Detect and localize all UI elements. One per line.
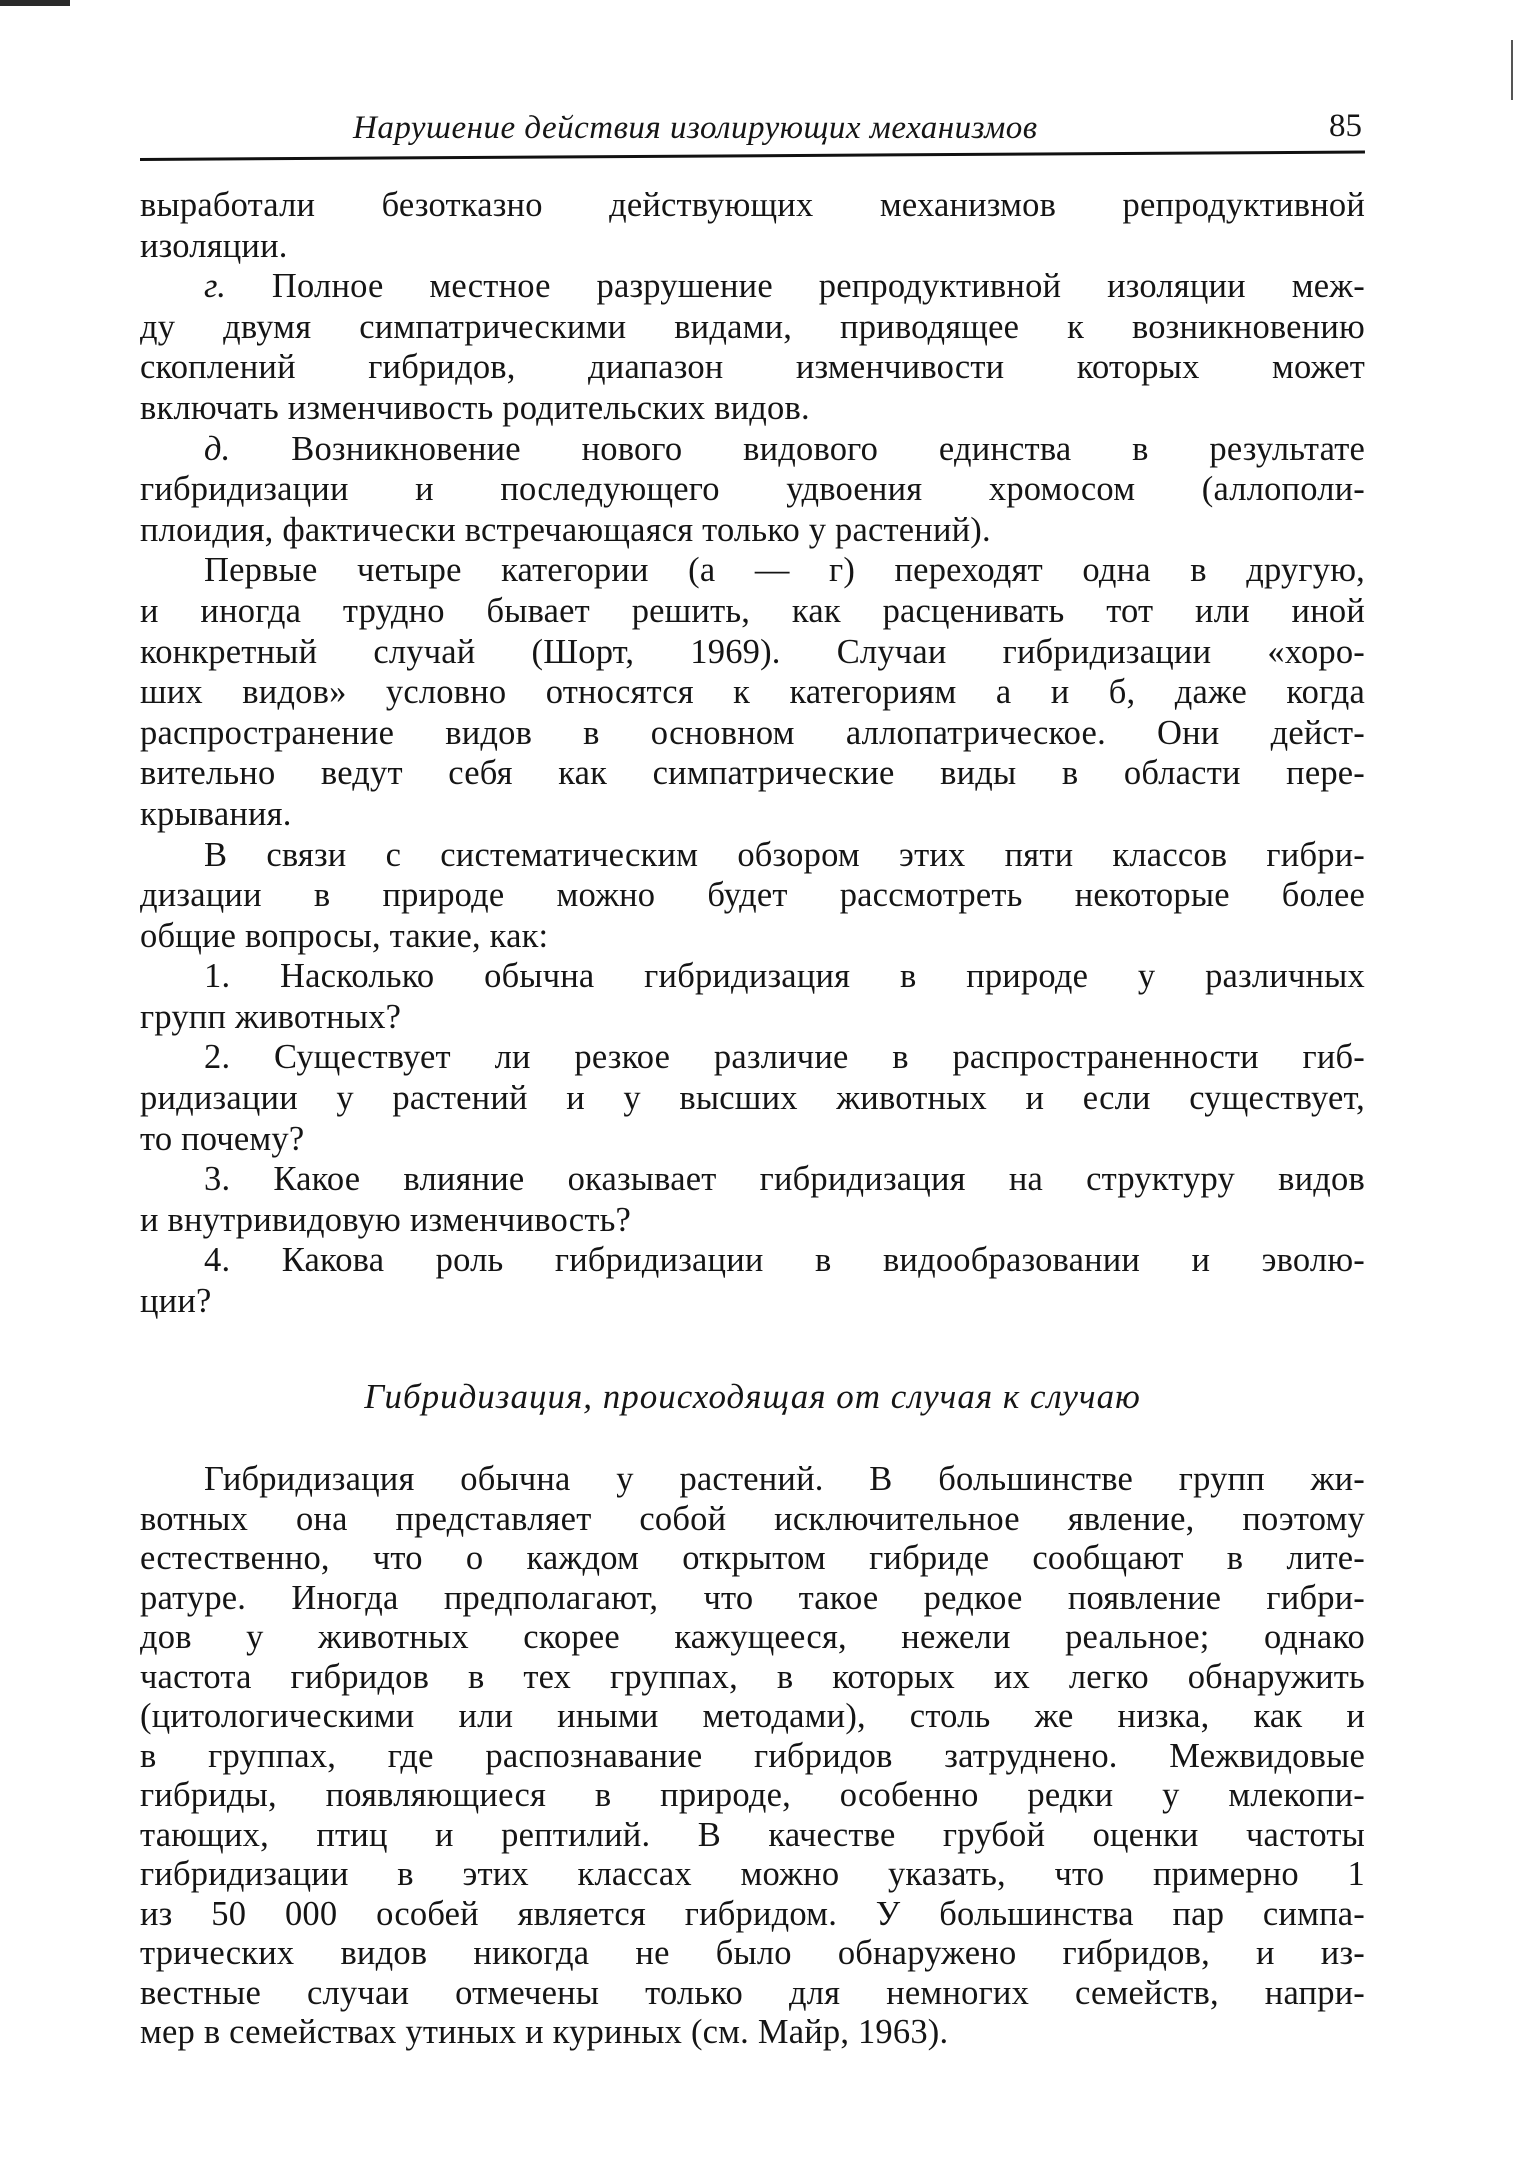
text-line: Гибридизация обычна у растений. В большинстве групп жи- bbox=[204, 1460, 1365, 1498]
text-line: крывания. bbox=[140, 794, 292, 833]
text-line: 3. Какое влияние оказывает гибридизация на структуру видов bbox=[204, 1160, 1365, 1199]
text-line: распространение видов в основном аллопатрическое. Они дейст- bbox=[140, 713, 1365, 752]
text-line bbox=[140, 266, 1365, 307]
text-line: 4. Какова роль гибридизации в видообразовании и эволю- bbox=[204, 1241, 1365, 1280]
text-line: (цитологическими или иными методами), столь же низка, как и bbox=[140, 1697, 1365, 1735]
question-item bbox=[140, 1037, 1365, 1159]
scan-artifact bbox=[0, 0, 70, 6]
text-line: в группах, где распознавание гибридов затруднено. Межвидовые bbox=[140, 1736, 1365, 1775]
text-line-content: Полное местное разрушение репродуктивной изоляции меж- bbox=[271, 267, 1365, 306]
text-line: гибридизации в этих классах можно указать, что примерно 1 bbox=[140, 1855, 1365, 1893]
text-line: Первые четыре категории (а — г) переходят одна в другую, bbox=[204, 551, 1365, 590]
text-line: вотных она представляет собой исключительное явление, поэтому bbox=[140, 1499, 1365, 1538]
text-line: конкретный случай (Шорт, 1969). Случаи гибридизации «хоро- bbox=[140, 632, 1365, 671]
scan-artifact bbox=[1511, 40, 1513, 100]
text-line: гибриды, появляющиеся в природе, особенно редки у млекопи- bbox=[140, 1776, 1365, 1814]
text-line: мер в семействах утиных и куриных (см. Майр, 1963). bbox=[140, 2013, 949, 2051]
text-line: выработали безотказно действующих механизмов репродуктивной bbox=[140, 186, 1365, 224]
page-body bbox=[140, 185, 1365, 2051]
text-line-content: Возникновение нового видового единства в результате bbox=[291, 429, 1365, 468]
text-line: ду двумя симпатрическими видами, приводящее к возникновению bbox=[140, 307, 1365, 346]
text-line: трических видов никогда не было обнаружено гибридов, и из- bbox=[140, 1934, 1365, 1972]
text-line: изоляции. bbox=[140, 226, 288, 265]
text-line: ратуре. Иногда предполагают, что такое редкое появление гибри- bbox=[140, 1578, 1365, 1617]
text-line: общие вопросы, такие, как: bbox=[140, 916, 549, 955]
running-head: Нарушение действия изолирующих механизмов bbox=[353, 110, 1038, 146]
text-line: плоидия, фактически встречающаяся только у растений). bbox=[140, 510, 991, 549]
question-item bbox=[140, 1240, 1365, 1321]
page-number: 85 bbox=[1329, 108, 1362, 144]
text-line: 2. Существует ли резкое различие в распространенности гиб- bbox=[204, 1038, 1365, 1077]
text-line: дизации в природе можно будет рассмотреть некоторые более bbox=[140, 876, 1365, 915]
text-line: ших видов» условно относятся к категориям а и б, даже когда bbox=[140, 673, 1365, 712]
text-line: групп животных? bbox=[140, 997, 402, 1036]
text-line: тающих, птиц и рептилий. В качестве грубой оценки частоты bbox=[140, 1815, 1365, 1854]
text-line: вительно ведут себя как симпатрические виды в области пере- bbox=[140, 754, 1365, 793]
text-line: гибридизации и последующего удвоения хромосом (аллополи- bbox=[140, 470, 1365, 509]
text-line: ридизации у растений и у высших животных и если существует, bbox=[140, 1079, 1365, 1118]
item-marker: г. bbox=[204, 267, 227, 306]
list-item-d bbox=[140, 429, 1365, 551]
text-line: ции? bbox=[140, 1282, 212, 1321]
section-heading: Гибридизация, происходящая от случая к случаю bbox=[364, 1377, 1141, 1416]
question-item bbox=[140, 1159, 1365, 1240]
item-marker: д. bbox=[204, 429, 231, 468]
list-item-g bbox=[140, 266, 1365, 428]
paragraph bbox=[140, 550, 1365, 834]
paragraph bbox=[140, 835, 1365, 957]
text-line: 1. Насколько обычна гибридизация в природе у различных bbox=[204, 957, 1365, 996]
text-line: естественно, что о каждом открытом гибриде сообщают в лите- bbox=[140, 1539, 1365, 1577]
text-line: вестные случаи отмечены только для немногих семейств, напри- bbox=[140, 1973, 1365, 2012]
text-line: скоплений гибридов, диапазон изменчивости которых может bbox=[140, 348, 1365, 387]
text-line: включать изменчивость родительских видов. bbox=[140, 388, 810, 427]
text-line bbox=[140, 429, 1365, 470]
text-line: дов у животных скорее кажущееся, нежели реальное; однако bbox=[140, 1618, 1365, 1656]
question-item bbox=[140, 956, 1365, 1037]
text-line: и внутривидовую изменчивость? bbox=[140, 1200, 632, 1239]
text-line: В связи с систематическим обзором этих пяти классов гибри- bbox=[204, 835, 1365, 874]
text-line: и иногда трудно бывает решить, как расценивать тот или иной bbox=[140, 591, 1365, 630]
section-paragraph bbox=[140, 1460, 1365, 2053]
text-line: из 50 000 особей является гибридом. У большинства пар симпа- bbox=[140, 1894, 1365, 1933]
text-line: частота гибридов в тех группах, в которых их легко обнаружить bbox=[140, 1657, 1365, 1696]
text-line: то почему? bbox=[140, 1119, 305, 1158]
paragraph-continuation bbox=[140, 185, 1365, 266]
